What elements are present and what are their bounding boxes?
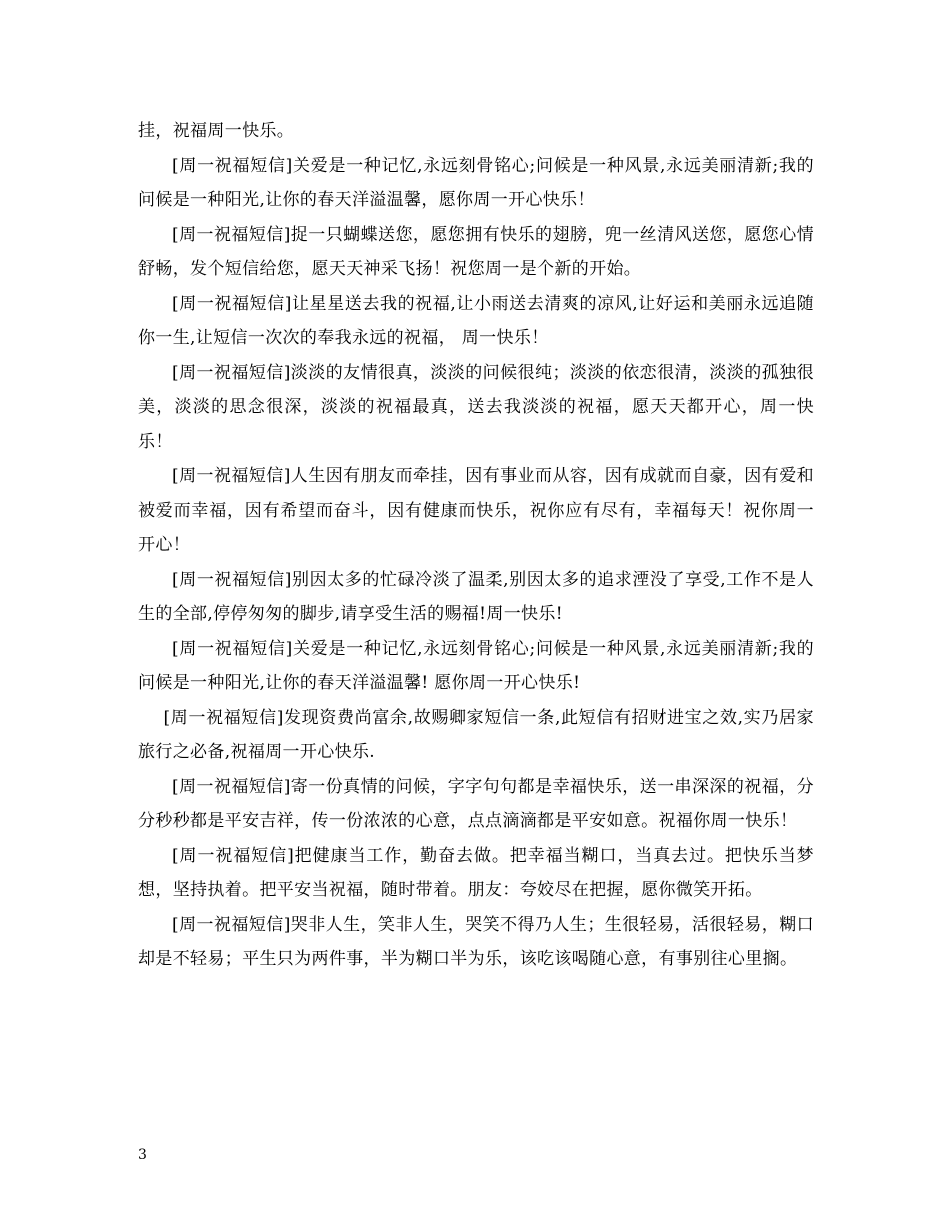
paragraph-2: [周一祝福短信]捉一只蝴蝶送您，愿您拥有快乐的翅膀，兜一丝清风送您，愿您心情舒畅，发个短信给您，愿天天神采飞扬！祝您周一是个新的开始。 (138, 224, 814, 279)
paragraph-5: [周一祝福短信]人生因有朋友而牵挂，因有事业而从容，因有成就而自豪，因有爱和被爱而幸福，因有希望而奋斗，因有健康而快乐，祝你应有尽有，幸福每天！祝你周一开心！ (138, 466, 814, 555)
paragraph-continued: 挂，祝福周一快乐。 (138, 121, 295, 141)
paragraph-3: [周一祝福短信]让星星送去我的祝福,让小雨送去清爽的凉风,让好运和美丽永远追随你一生,让短信一次次的奉我永远的祝福， 周一快乐！ (138, 293, 814, 348)
paragraph-7: [周一祝福短信]关爱是一种记忆,永远刻骨铭心;问候是一种风景,永远美丽清新;我的问候是一种阳光,让你的春天洋溢温馨! 愿你周一开心快乐! (138, 638, 814, 693)
paragraph-4: [周一祝福短信]淡淡的友情很真，淡淡的问候很纯；淡淡的依恋很清，淡淡的孤独很美，淡淡的思念很深，淡淡的祝福最真，送去我淡淡的祝福，愿天天都开心，周一快乐！ (138, 362, 814, 452)
page-number: 3 (138, 1147, 147, 1163)
paragraph-9: [周一祝福短信]寄一份真情的问候，字字句句都是幸福快乐，送一串深深的祝福，分分秒秒都是平安吉祥，传一份浓浓的心意，点点滴滴都是平安如意。祝福你周一快乐！ (138, 776, 814, 831)
document-body (138, 114, 814, 977)
paragraph-11: [周一祝福短信]哭非人生，笑非人生，哭笑不得乃人生；生很轻易，活很轻易，糊口却是不轻易；平生只为两件事，半为糊口半为乐，该吃该喝随心意，有事别往心里搁。 (138, 914, 814, 969)
paragraph-1: [周一祝福短信]关爱是一种记忆,永远刻骨铭心;问候是一种风景,永远美丽清新;我的问候是一种阳光,让你的春天洋溢温馨，愿你周一开心快乐！ (138, 155, 814, 210)
paragraph-6: [周一祝福短信]别因太多的忙碌冷淡了温柔,别因太多的追求湮没了享受,工作不是人生的全部,停停匆匆的脚步,请享受生活的赐福!周一快乐! (138, 569, 814, 624)
paragraph-8: [周一祝福短信]发现资费尚富余,故赐卿家短信一条,此短信有招财进宝之效,实乃居家旅行之必备,祝福周一开心快乐. (138, 707, 814, 762)
paragraph-10: [周一祝福短信]把健康当工作，勤奋去做。把幸福当糊口，当真去过。把快乐当梦想，坚持执着。把平安当祝福，随时带着。朋友：夸姣尽在把握，愿你微笑开拓。 (138, 845, 814, 900)
